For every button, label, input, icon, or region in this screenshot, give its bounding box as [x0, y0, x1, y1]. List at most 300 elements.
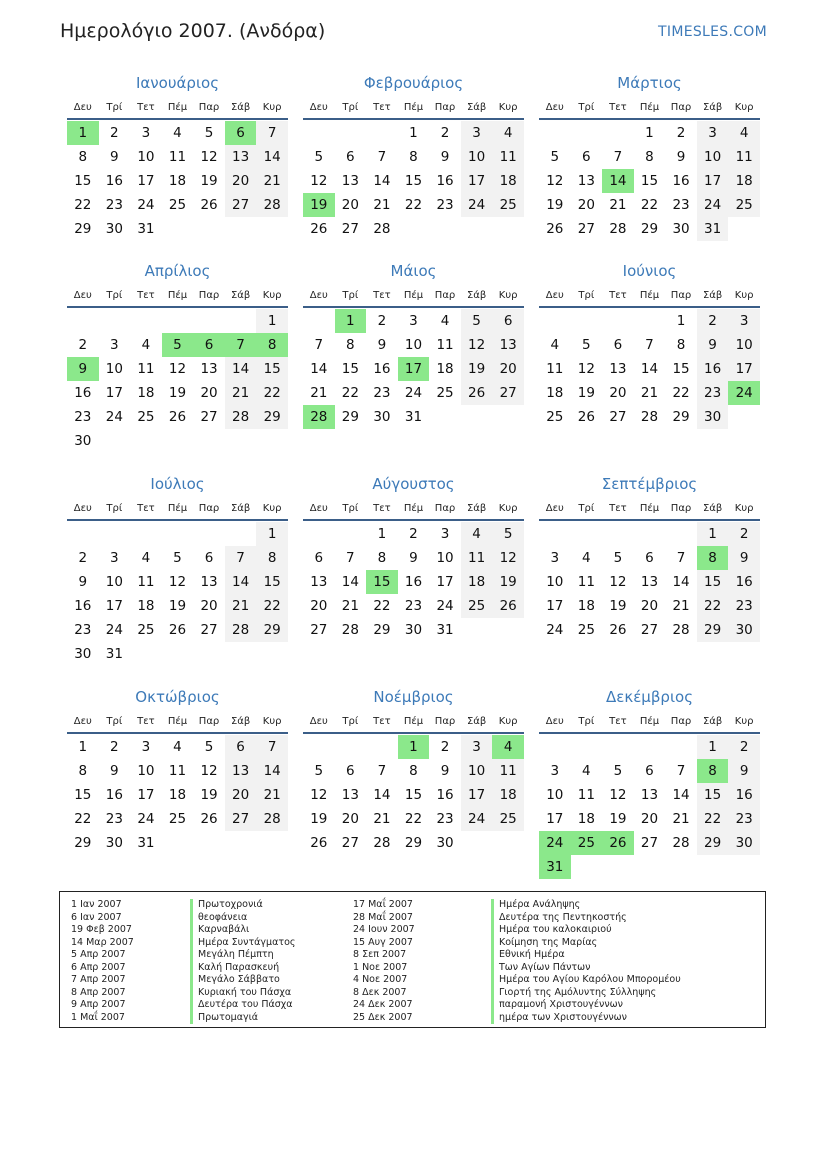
day-cell: 5	[173, 550, 182, 566]
day-cell: 10	[546, 787, 564, 803]
day-cell: 26	[200, 197, 218, 213]
day-cell: 23	[436, 811, 454, 827]
weekday-label: Σάβ	[702, 502, 723, 514]
day-cell: 19	[546, 197, 564, 213]
holiday-name: Δευτέρα της Πεντηκοστής	[491, 912, 681, 925]
day-cell: 10	[728, 333, 760, 357]
day-cell: 10	[105, 574, 123, 590]
month-name: Σεπτέμβριος	[601, 475, 698, 493]
day-cell: 22	[404, 197, 423, 213]
day-cell: 18	[137, 598, 155, 614]
weekday-label: Δευ	[309, 715, 328, 727]
day-grid	[67, 522, 288, 666]
day-cell: 2	[676, 125, 686, 141]
day-cell: 25	[137, 622, 155, 638]
day-cell: 9	[440, 149, 450, 165]
day-cell: 2	[697, 309, 729, 333]
day-cell: 1	[398, 735, 430, 759]
day-cell: 14	[373, 173, 391, 189]
weekday-label: Τρί	[106, 289, 123, 301]
day-grid	[303, 309, 524, 429]
day-cell: 8	[377, 550, 387, 566]
empty-day-cell	[539, 121, 571, 145]
month-name: Απρίλιος	[144, 262, 211, 280]
holiday-name: Ημέρα του καλοκαιριού	[491, 924, 681, 937]
weekday-label: Τετ	[609, 289, 627, 301]
day-cell: 29	[74, 835, 92, 851]
holiday-name: παραμονή Χριστουγέννων	[491, 999, 681, 1012]
month-calendar	[67, 687, 288, 855]
holiday-date: 1 Νοε 2007	[353, 961, 408, 973]
day-cell: 7	[256, 121, 288, 145]
day-cell: 12	[609, 574, 627, 590]
weekday-label: Τρί	[106, 715, 123, 727]
day-grid	[303, 735, 524, 855]
weekday-label: Κυρ	[262, 502, 282, 514]
empty-day-cell	[602, 735, 634, 759]
day-cell: 1	[256, 522, 288, 546]
empty-day-cell	[335, 121, 367, 145]
day-cell: 29	[256, 618, 288, 642]
weekday-label: Τετ	[137, 502, 155, 514]
day-cell: 4	[141, 550, 151, 566]
weekday-label: Τετ	[373, 502, 391, 514]
day-cell: 4	[461, 522, 493, 546]
weekday-label: Παρ	[434, 289, 456, 301]
day-cell: 12	[168, 361, 187, 377]
month-name: Δεκέμβριος	[605, 688, 693, 706]
day-cell: 10	[137, 763, 155, 779]
day-cell: 13	[341, 787, 359, 803]
day-cell: 10	[404, 337, 423, 353]
empty-day-cell	[492, 217, 524, 241]
empty-day-cell	[461, 405, 493, 429]
day-cell: 6	[225, 121, 257, 145]
holiday-date: 15 Αυγ 2007	[353, 936, 413, 948]
day-cell: 21	[225, 381, 257, 405]
holiday-name: Μεγάλο Σάββατο	[190, 974, 295, 987]
empty-day-cell	[162, 522, 194, 546]
day-cell: 12	[609, 787, 627, 803]
day-cell: 17	[436, 574, 454, 590]
day-cell: 20	[341, 197, 359, 213]
day-cell: 15	[640, 173, 659, 189]
day-cell: 1	[335, 309, 367, 333]
day-cell: 29	[697, 831, 729, 855]
day-cell: 24	[105, 622, 123, 638]
day-cell: 1	[67, 121, 99, 145]
day-cell: 27	[577, 221, 595, 237]
weekday-label: Κυρ	[498, 715, 518, 727]
weekday-label: Σάβ	[230, 715, 251, 727]
weekday-label: Πέμ	[403, 289, 424, 301]
day-cell: 26	[310, 221, 328, 237]
empty-day-cell	[193, 522, 225, 546]
day-cell: 21	[672, 811, 690, 827]
weekday-label: Σάβ	[702, 101, 723, 113]
day-cell: 22	[697, 807, 729, 831]
day-cell: 19	[609, 811, 627, 827]
day-cell: 19	[303, 193, 335, 217]
empty-day-cell	[303, 121, 335, 145]
weekday-label: Σάβ	[466, 101, 487, 113]
day-cell: 13	[609, 361, 627, 377]
day-cell: 9	[697, 333, 729, 357]
day-cell: 9	[78, 574, 88, 590]
holiday-name: Ημέρα Συντάγματος	[190, 937, 295, 950]
day-cell: 28	[256, 807, 288, 831]
day-cell: 30	[436, 835, 454, 851]
day-cell: 27	[341, 221, 359, 237]
empty-day-cell	[67, 522, 99, 546]
day-cell: 23	[697, 381, 729, 405]
weekday-header	[539, 497, 760, 521]
day-cell: 21	[341, 598, 359, 614]
holiday-dates-col-2	[353, 899, 415, 1024]
holiday-name: Μεγάλη Πέμπτη	[190, 949, 295, 962]
day-cell: 22	[74, 811, 92, 827]
holiday-name: Καλή Παρασκευή	[190, 962, 295, 975]
weekday-label: Τρί	[106, 502, 123, 514]
holiday-name: Κυριακή του Πάσχα	[190, 987, 295, 1000]
day-cell: 22	[404, 811, 423, 827]
day-cell: 25	[492, 193, 524, 217]
day-cell: 16	[404, 574, 423, 590]
day-cell: 15	[697, 570, 729, 594]
day-cell: 5	[492, 522, 524, 546]
day-cell: 10	[461, 759, 493, 783]
weekday-label: Κυρ	[262, 715, 282, 727]
day-grid	[539, 309, 760, 429]
weekday-label: Δευ	[545, 289, 564, 301]
day-cell: 5	[461, 309, 493, 333]
day-cell: 20	[609, 385, 627, 401]
page-title: Ημερολόγιο 2007. (Ανδόρα)	[60, 20, 326, 42]
day-cell: 17	[461, 169, 493, 193]
weekday-header	[539, 284, 760, 308]
day-cell: 17	[697, 169, 729, 193]
weekday-label: Παρ	[434, 502, 456, 514]
empty-day-cell	[193, 429, 225, 453]
holiday-name: Δευτέρα του Πάσχα	[190, 999, 295, 1012]
day-cell: 16	[436, 787, 454, 803]
day-cell: 22	[697, 594, 729, 618]
weekday-label: Παρ	[670, 715, 692, 727]
weekday-label: Σάβ	[702, 289, 723, 301]
day-cell: 24	[137, 197, 155, 213]
holiday-date: 4 Νοε 2007	[353, 974, 408, 985]
day-cell: 12	[310, 787, 328, 803]
day-cell: 25	[546, 409, 564, 425]
day-cell: 9	[440, 763, 450, 779]
day-cell: 22	[74, 197, 92, 213]
day-cell: 27	[200, 622, 218, 638]
empty-day-cell	[634, 855, 666, 879]
day-cell: 1	[409, 125, 418, 141]
day-cell: 8	[78, 149, 88, 165]
day-cell: 14	[640, 361, 659, 377]
day-cell: 13	[492, 333, 524, 357]
day-cell: 26	[461, 381, 493, 405]
empty-day-cell	[225, 831, 257, 855]
day-cell: 25	[492, 807, 524, 831]
day-cell: 11	[546, 361, 564, 377]
day-cell: 26	[200, 811, 218, 827]
holiday-date: 17 Μαΐ 2007	[353, 899, 413, 910]
day-cell: 1	[377, 526, 387, 542]
empty-day-cell	[665, 735, 697, 759]
day-cell: 30	[74, 646, 92, 662]
day-cell: 2	[78, 337, 88, 353]
weekday-label: Τετ	[137, 101, 155, 113]
day-cell: 19	[609, 598, 627, 614]
weekday-label: Τρί	[578, 101, 595, 113]
day-cell: 18	[168, 173, 187, 189]
day-cell: 11	[137, 361, 155, 377]
weekday-label: Παρ	[670, 289, 692, 301]
holiday-name: θεοφάνεια	[190, 912, 295, 925]
weekday-label: Σάβ	[230, 289, 251, 301]
day-cell: 27	[225, 193, 257, 217]
day-cell: 14	[256, 145, 288, 169]
brand-link[interactable]: TIMESLES.COM	[658, 24, 767, 40]
month-name: Φεβρουάριος	[363, 74, 464, 92]
day-cell: 14	[341, 574, 359, 590]
weekday-label: Σάβ	[466, 715, 487, 727]
day-cell: 5	[204, 125, 214, 141]
day-cell: 7	[314, 337, 324, 353]
day-cell: 28	[640, 409, 659, 425]
empty-day-cell	[225, 642, 257, 666]
day-cell: 6	[225, 735, 257, 759]
day-cell: 16	[373, 361, 391, 377]
day-cell: 23	[672, 197, 690, 213]
holiday-names-col-1	[190, 899, 295, 1024]
day-cell: 1	[645, 125, 654, 141]
day-cell: 18	[728, 169, 760, 193]
day-cell: 11	[436, 337, 454, 353]
day-cell: 14	[225, 570, 257, 594]
day-cell: 13	[225, 145, 257, 169]
day-cell: 2	[409, 526, 418, 542]
weekday-label: Δευ	[545, 101, 564, 113]
day-cell: 2	[110, 739, 119, 755]
empty-day-cell	[225, 522, 257, 546]
day-cell: 25	[168, 197, 187, 213]
empty-day-cell	[256, 217, 288, 241]
day-cell: 17	[137, 173, 155, 189]
day-cell: 21	[256, 783, 288, 807]
day-cell: 16	[728, 783, 760, 807]
day-cell: 3	[461, 735, 493, 759]
day-cell: 16	[728, 570, 760, 594]
day-cell: 18	[436, 361, 454, 377]
day-cell: 31	[697, 217, 729, 241]
weekday-label: Σάβ	[230, 502, 251, 514]
month-name: Μάρτιος	[617, 74, 682, 92]
month-name: Νοέμβριος	[373, 688, 454, 706]
day-cell: 21	[640, 385, 659, 401]
empty-day-cell	[193, 831, 225, 855]
month-calendar	[67, 474, 288, 666]
day-cell: 26	[609, 622, 627, 638]
month-name: Ιούνιος	[622, 262, 677, 280]
day-cell: 31	[539, 855, 571, 879]
day-cell: 5	[613, 763, 623, 779]
day-cell: 10	[461, 145, 493, 169]
day-cell: 21	[373, 197, 391, 213]
weekday-label: Παρ	[670, 502, 692, 514]
empty-day-cell	[193, 309, 225, 333]
weekday-label: Πέμ	[167, 101, 188, 113]
empty-day-cell	[162, 429, 194, 453]
empty-day-cell	[602, 121, 634, 145]
weekday-label: Παρ	[198, 101, 220, 113]
holiday-date: 1 Μαΐ 2007	[71, 1011, 125, 1023]
weekday-label: Κυρ	[498, 101, 518, 113]
day-cell: 28	[373, 835, 391, 851]
day-cell: 5	[550, 149, 560, 165]
day-cell: 16	[672, 173, 690, 189]
empty-day-cell	[571, 855, 603, 879]
day-cell: 20	[225, 169, 257, 193]
empty-day-cell	[429, 217, 461, 241]
empty-day-cell	[256, 642, 288, 666]
weekday-label: Τετ	[609, 715, 627, 727]
weekday-header	[303, 497, 524, 521]
weekday-label: Τετ	[373, 715, 391, 727]
day-cell: 16	[74, 385, 92, 401]
day-cell: 7	[676, 763, 686, 779]
day-cell: 20	[225, 783, 257, 807]
day-cell: 17	[461, 783, 493, 807]
day-grid	[67, 121, 288, 241]
day-cell: 10	[105, 361, 123, 377]
empty-day-cell	[366, 121, 398, 145]
day-cell: 29	[404, 835, 423, 851]
day-cell: 15	[341, 361, 359, 377]
day-cell: 31	[436, 622, 454, 638]
weekday-label: Παρ	[434, 101, 456, 113]
day-grid	[303, 121, 524, 241]
holiday-name: Ημέρα Ανάληψης	[491, 899, 681, 912]
weekday-label: Τρί	[342, 502, 359, 514]
day-cell: 15	[256, 357, 288, 381]
empty-day-cell	[256, 831, 288, 855]
empty-day-cell	[130, 429, 162, 453]
day-cell: 14	[672, 574, 690, 590]
day-cell: 3	[141, 125, 151, 141]
day-cell: 18	[137, 385, 155, 401]
weekday-label: Δευ	[73, 101, 92, 113]
holiday-date: 9 Απρ 2007	[71, 999, 126, 1010]
day-cell: 7	[225, 333, 257, 357]
day-cell: 2	[78, 550, 88, 566]
holiday-name: Γιορτή της Αμόλυντης Σύλληψης	[491, 987, 681, 1000]
day-cell: 20	[200, 598, 218, 614]
day-cell: 27	[310, 622, 328, 638]
weekday-label: Παρ	[670, 101, 692, 113]
holiday-name: Κοίμηση της Μαρίας	[491, 937, 681, 950]
day-cell: 18	[546, 385, 564, 401]
day-cell: 25	[137, 409, 155, 425]
month-calendar	[539, 687, 760, 879]
empty-day-cell	[461, 831, 493, 855]
day-cell: 7	[256, 735, 288, 759]
weekday-label: Δευ	[545, 715, 564, 727]
day-cell: 7	[346, 550, 355, 566]
day-cell: 12	[200, 763, 218, 779]
weekday-label: Σάβ	[466, 502, 487, 514]
day-cell: 11	[168, 149, 187, 165]
weekday-label: Τετ	[373, 289, 391, 301]
day-cell: 23	[105, 811, 123, 827]
day-cell: 28	[672, 622, 690, 638]
day-cell: 4	[492, 121, 524, 145]
weekday-label: Κυρ	[734, 502, 754, 514]
empty-day-cell	[571, 309, 603, 333]
day-cell: 14	[256, 759, 288, 783]
day-cell: 31	[137, 221, 155, 237]
day-cell: 28	[256, 193, 288, 217]
day-cell: 8	[676, 337, 686, 353]
day-cell: 18	[492, 169, 524, 193]
day-cell: 26	[546, 221, 564, 237]
day-cell: 27	[200, 409, 218, 425]
month-name: Μάιος	[390, 262, 437, 280]
day-cell: 9	[409, 550, 418, 566]
day-cell: 11	[492, 759, 524, 783]
empty-day-cell	[162, 642, 194, 666]
day-cell: 28	[341, 622, 359, 638]
holiday-date: 8 Δεκ 2007	[353, 986, 407, 998]
empty-day-cell	[634, 309, 666, 333]
empty-day-cell	[225, 217, 257, 241]
day-cell: 14	[310, 361, 328, 377]
day-cell: 15	[672, 361, 690, 377]
day-cell: 5	[314, 763, 324, 779]
weekday-label: Πέμ	[167, 715, 188, 727]
empty-day-cell	[130, 309, 162, 333]
empty-day-cell	[602, 522, 634, 546]
day-cell: 8	[409, 763, 418, 779]
day-cell: 12	[492, 546, 524, 570]
holiday-date: 7 Απρ 2007	[71, 974, 126, 985]
weekday-label: Παρ	[198, 715, 220, 727]
month-calendar	[303, 474, 524, 642]
day-cell: 22	[640, 197, 659, 213]
day-cell: 24	[461, 807, 493, 831]
empty-day-cell	[335, 735, 367, 759]
weekday-label: Κυρ	[734, 101, 754, 113]
day-cell: 26	[577, 409, 595, 425]
empty-day-cell	[602, 309, 634, 333]
day-cell: 17	[398, 357, 430, 381]
holiday-name: Ημέρα του Αγίου Καρόλου Μπορομέου	[491, 974, 681, 987]
weekday-label: Πέμ	[403, 502, 424, 514]
day-cell: 21	[609, 197, 627, 213]
empty-day-cell	[728, 405, 760, 429]
month-calendar	[67, 73, 288, 241]
day-cell: 2	[377, 313, 387, 329]
day-cell: 24	[697, 193, 729, 217]
day-cell: 18	[577, 811, 595, 827]
day-cell: 14	[602, 169, 634, 193]
day-cell: 11	[461, 546, 493, 570]
day-grid	[67, 309, 288, 453]
day-cell: 5	[162, 333, 194, 357]
day-cell: 21	[672, 598, 690, 614]
